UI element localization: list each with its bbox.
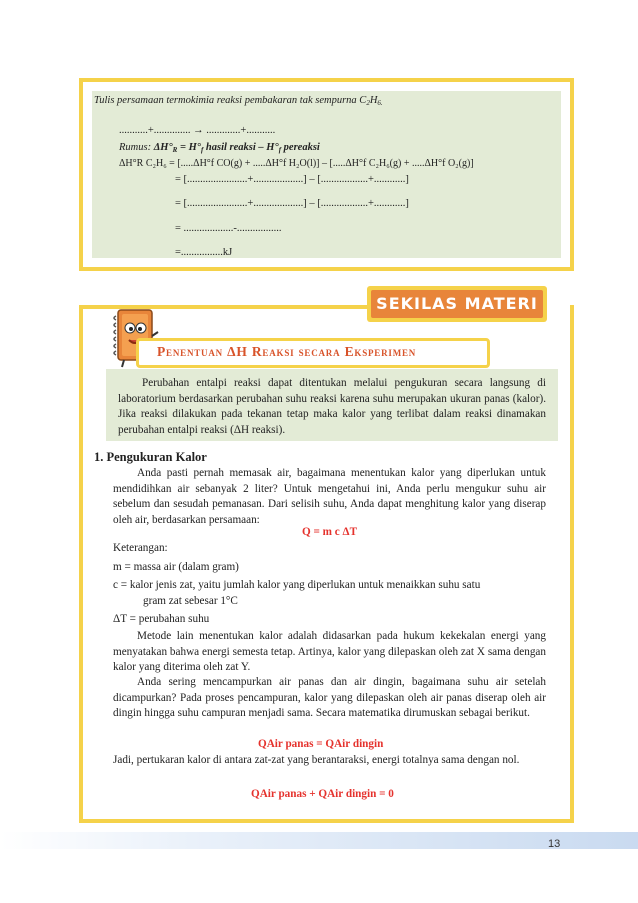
formula-heat-equal: QAir panas = QAir dingin: [258, 738, 384, 750]
keterangan-m: m = massa air (dalam gram): [113, 561, 239, 573]
paragraph-1: Anda pasti pernah memasak air, bagaimana menentukan kalor yang diperlukan untuk mendidihkan air sebanyak 2 liter? Untuk mengetahui ini, Anda perlu mengukur suhu air sebelum dan sesudah pemanasan. Dari selisih suhu, Anda dapat menghitung kalor yang diserap oleh air, berdasarkan persamaan:: [113, 467, 546, 526]
equation-blank: ...........+.............. → .............+...........: [119, 125, 276, 136]
keterangan-label: Keterangan:: [113, 542, 168, 554]
calc-line-3: = [.......................+...................] – [..................+............]: [175, 198, 409, 209]
keterangan-c-cont: gram zat sebesar 1°C: [143, 595, 238, 607]
intro-paragraph: Perubahan entalpi reaksi dapat ditentukan melalui pengukuran secara langsung di laboratorium berdasarkan perubahan suhu reaksi karena suhu merupakan ukuran panas (kalor). Jika reaksi dilakukan pada tekanan tetap maka kalor yang terlibat dalam reaksi dinamakan perubahan entalpi reaksi (ΔH reaksi).: [118, 377, 546, 436]
paragraph-4: Jadi, pertukaran kalor di antara zat-zat yang berantaraksi, energi totalnya sama dengan nol.: [113, 754, 520, 766]
section-title: Penentuan ΔH Reaksi secara Eksperimen: [157, 344, 417, 359]
heading-pengukuran-kalor: 1. Pengukuran Kalor: [94, 450, 207, 464]
exercise-prompt: Tulis persamaan termokimia reaksi pembakaran tak sempurna $C_2H_{6.}$: [94, 95, 383, 107]
calc-line-4: = ...................-.................: [175, 223, 282, 234]
keterangan-c: c = kalor jenis zat, yaitu jumlah kalor yang diperlukan untuk menaikkan suhu satu: [113, 579, 481, 591]
page-number: 13: [548, 838, 561, 850]
paragraph-2: Metode lain menentukan kalor adalah didasarkan pada hukum kekekalan energi yang menyatakan bahwa energi semesta tetap. Artinya, kalor yang dilepaskan oleh zat X sama dengan kalor yang diterima oleh zat Y.: [113, 630, 546, 673]
calc-line-2: = [.......................+...................] – [..................+............]: [175, 174, 409, 185]
sekilas-materi-label: SEKILAS MATERI: [371, 290, 543, 318]
sekilas-materi-badge: [367, 286, 547, 322]
calc-line-5: =................kJ: [175, 247, 233, 258]
calc-line-1: ΔH°R C₂H₆ = [.....ΔH°f CO(g) + .....ΔH°f H₂O(l)] – [.....ΔH°f C₂H₆(g) + .....ΔH°f O₂(g)]: [119, 158, 474, 169]
formula-heat-sum-zero: QAir panas + QAir dingin = 0: [251, 788, 394, 800]
footer-band: [0, 832, 638, 849]
formula-q-mct: Q = m c ΔT: [302, 526, 358, 538]
paragraph-3: Anda sering mencampurkan air panas dan air dingin, bagaimana suhu air setelah dicampurkan? Pada proses pencampuran, kalor yang dilepaskan oleh air panas diserap oleh air dingin hingga suhu campuran menjadi sama. Secara matematika dirumuskan sebagai berikut.: [113, 676, 546, 719]
keterangan-dt: ΔT = perubahan suhu: [113, 613, 210, 625]
rumus-line: Rumus: $\Delta H^\circ_R = H^\circ_f$ hasil reaksi – $H^\circ_f$ pereaksi: [119, 142, 320, 154]
